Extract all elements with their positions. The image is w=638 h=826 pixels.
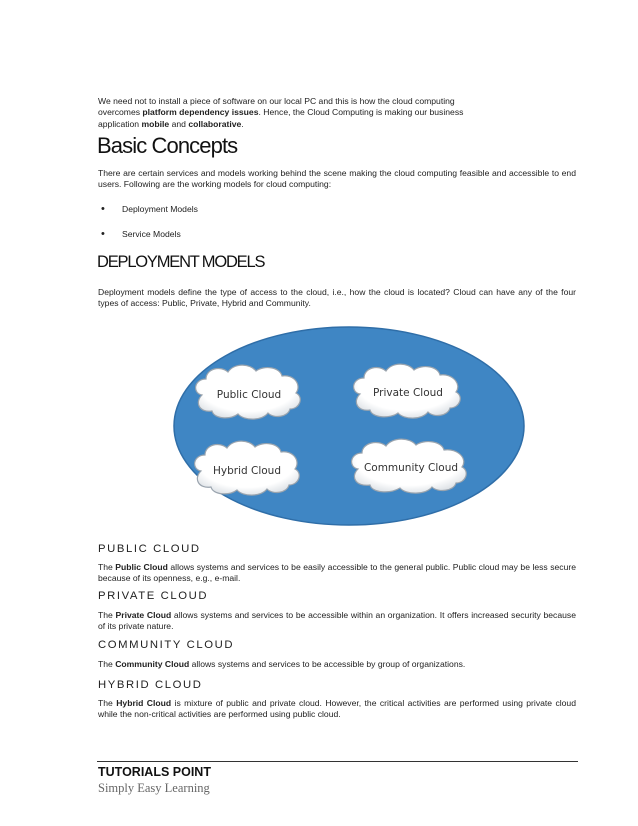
community-cloud-text	[98, 659, 576, 670]
intro-line-2-post: . Hence, the Cloud Computing is making our business	[258, 107, 464, 118]
public-cloud-text	[98, 562, 576, 585]
public-cloud-label: Public Cloud	[216, 389, 282, 401]
intro-bold-mobile: mobile	[141, 118, 170, 129]
intro-line-3-post: .	[241, 118, 244, 129]
intro-line-3-pre: application	[98, 118, 142, 129]
private-cloud-text-post: allows systems and services to be accessible within an organization. It offers increased security because of its private nature.	[98, 610, 576, 632]
footer-subtitle: Simply Easy Learning	[98, 781, 210, 795]
hybrid-cloud-text-pre: The	[98, 698, 117, 708]
private-cloud-text	[98, 610, 576, 633]
community-cloud-text-pre: The	[98, 659, 116, 669]
intro-line-3-mid: and	[169, 118, 189, 129]
intro-bold-collaborative: collaborative	[188, 118, 242, 129]
deployment-models-diagram	[172, 325, 526, 527]
deployment-models-heading: DEPLOYMENT MODELS	[97, 253, 265, 271]
hybrid-cloud-text	[98, 698, 576, 721]
hybrid-cloud-label: Hybrid Cloud	[212, 465, 282, 477]
basic-concepts-text: There are certain services and models working behind the scene making the cloud computing feasible and accessible to end users. Following are the working models for cloud computing:	[98, 168, 576, 190]
public-cloud-text-post: allows systems and services to be easily accessible to the general public. Public cloud may be less secure because of its openness, e.g., e-mail.	[98, 562, 577, 584]
intro-line-1: We need not to install a piece of software on our local PC and this is how the cloud computing	[98, 96, 455, 106]
footer-divider	[97, 761, 578, 762]
private-cloud-label: Private Cloud	[373, 387, 443, 399]
intro-line-2-pre: overcomes	[98, 107, 143, 118]
bullet-label: Service Models	[122, 229, 181, 239]
private-cloud-bold: Private Cloud	[115, 610, 172, 620]
deployment-models-text: Deployment models define the type of access to the cloud, i.e., how the cloud is located? Cloud can have any of the four types of access: Public, Private, Hybrid and Community.	[98, 287, 576, 309]
hybrid-cloud-text-post: is mixture of public and private cloud. However, the critical activities are performed using private cloud while the non-critical activities are performed using public cloud.	[98, 698, 576, 720]
hybrid-cloud-bold: Hybrid Cloud	[116, 698, 172, 708]
intro-paragraph	[98, 96, 576, 130]
cloud-ellipse-background	[174, 327, 524, 525]
basic-concepts-heading: Basic Concepts	[97, 133, 238, 158]
community-cloud-heading: COMMUNITY CLOUD	[98, 639, 235, 651]
intro-bold-platform: platform dependency issues	[142, 107, 259, 118]
community-cloud-text-post: allows systems and services to be accessible by group of organizations.	[189, 659, 466, 669]
footer-title: TUTORIALS POINT	[98, 765, 211, 779]
public-cloud-text-pre: The	[98, 562, 116, 572]
bullet-label: Deployment Models	[122, 204, 198, 214]
public-cloud-heading: PUBLIC CLOUD	[98, 543, 201, 555]
hybrid-cloud-heading: HYBRID CLOUD	[98, 679, 203, 691]
bullet-dot-icon: •	[101, 228, 105, 240]
private-cloud-heading: PRIVATE CLOUD	[98, 590, 209, 602]
private-cloud-text-pre: The	[98, 610, 116, 620]
bullet-dot-icon: •	[101, 203, 105, 215]
community-cloud-bold: Community Cloud	[115, 659, 190, 669]
community-cloud-label: Community Cloud	[363, 462, 459, 474]
public-cloud-bold: Public Cloud	[115, 562, 168, 572]
